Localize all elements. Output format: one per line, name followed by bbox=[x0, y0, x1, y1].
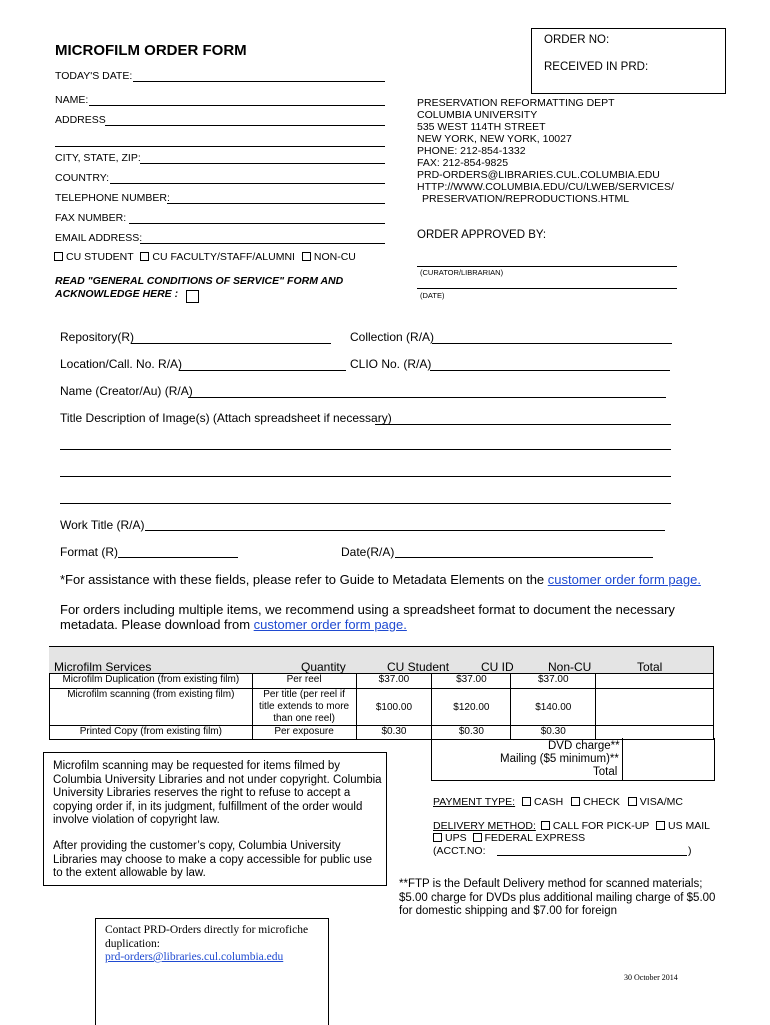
cu-student-label: CU STUDENT bbox=[66, 251, 134, 263]
title-desc-line-2[interactable] bbox=[60, 449, 671, 450]
contact-text bbox=[105, 924, 308, 965]
cell-quantity: Per exposure bbox=[252, 726, 356, 740]
repository-label: Repository(R) bbox=[60, 330, 135, 344]
notice-p1: Microfilm scanning may be requested for items filmed by Columbia University Libraries and not under copyright. Columbia University Libraries reserves the right to refuse to accept a copying order if, in its judgment, fulfillment of the order would involve violation of copyright law. bbox=[53, 760, 382, 826]
fedex-label: FEDERAL EXPRESS bbox=[484, 832, 586, 844]
status-row bbox=[52, 251, 356, 263]
usmail-label: US MAIL bbox=[668, 820, 711, 832]
acct-field[interactable] bbox=[497, 855, 687, 856]
contact-line-1: Contact PRD-Orders directly for microfiche bbox=[105, 924, 309, 936]
charges-divider bbox=[622, 738, 623, 780]
cell-total[interactable] bbox=[596, 674, 714, 689]
check-label: CHECK bbox=[583, 796, 620, 808]
work-title-label: Work Title (R/A) bbox=[60, 518, 145, 532]
creator-field[interactable] bbox=[188, 397, 666, 398]
payment-label: PAYMENT TYPE: bbox=[433, 796, 516, 808]
name-label: NAME: bbox=[55, 94, 89, 106]
cell-student: $0.30 bbox=[356, 726, 432, 740]
non-cu-checkbox[interactable] bbox=[302, 252, 311, 261]
address-url: HTTP://WWW.COLUMBIA.EDU/CU/LWEB/SERVICES/ bbox=[417, 181, 674, 193]
address-email: PRD-ORDERS@LIBRARIES.CUL.COLUMBIA.EDU bbox=[417, 169, 660, 181]
visa-label: VISA/MC bbox=[639, 796, 683, 808]
address-line: NEW YORK, NEW YORK, 10027 bbox=[417, 133, 572, 145]
acct-label: (ACCT.NO: bbox=[433, 845, 486, 857]
title-desc-line-3[interactable] bbox=[60, 476, 671, 477]
th-non-cu: Non-CU bbox=[548, 660, 592, 674]
cell-cuid: $0.30 bbox=[432, 726, 511, 740]
curator-line[interactable] bbox=[417, 266, 677, 267]
format-field[interactable] bbox=[118, 557, 238, 558]
curator-label: (CURATOR/LIBRARIAN) bbox=[420, 268, 504, 277]
cell-service: Microfilm Duplication (from existing film) bbox=[50, 674, 253, 689]
usmail-checkbox[interactable] bbox=[656, 821, 665, 830]
cash-checkbox[interactable] bbox=[522, 797, 531, 806]
multi-line-2: metadata. Please download from customer order form page. bbox=[60, 617, 407, 632]
non-cu-label: NON-CU bbox=[313, 251, 356, 263]
cu-faculty-label: CU FACULTY/STAFF/ALUMNI bbox=[152, 251, 295, 263]
country-label: COUNTRY: bbox=[55, 172, 110, 184]
services-table bbox=[49, 673, 714, 740]
address-url-cont: PRESERVATION/REPRODUCTIONS.HTML bbox=[422, 193, 630, 205]
multi-line-1: For orders including multiple items, we recommend using a spreadsheet format to document the necessary bbox=[60, 602, 675, 617]
dvd-charge-label: DVD charge** bbox=[548, 740, 620, 752]
fax-label: FAX NUMBER: bbox=[55, 212, 127, 224]
name-field[interactable] bbox=[89, 105, 385, 106]
cell-noncu: $140.00 bbox=[511, 689, 596, 726]
cu-faculty-checkbox[interactable] bbox=[140, 252, 149, 261]
delivery-label: DELIVERY METHOD: bbox=[433, 820, 536, 832]
table-row bbox=[50, 674, 714, 689]
ups-label: UPS bbox=[445, 832, 467, 844]
cell-quantity: Per title (per reel if title extends to more than one reel) bbox=[252, 689, 356, 726]
address-line: PRESERVATION REFORMATTING DEPT bbox=[417, 97, 615, 109]
th-quantity: Quantity bbox=[301, 660, 346, 674]
multi-link[interactable]: customer order form page. bbox=[253, 617, 407, 632]
address-line: 535 WEST 114TH STREET bbox=[417, 121, 546, 133]
address-line: FAX: 212-854-9825 bbox=[417, 157, 509, 169]
cu-student-checkbox[interactable] bbox=[54, 252, 63, 261]
delivery-row-2 bbox=[431, 832, 585, 844]
acknowledge-checkbox[interactable] bbox=[186, 290, 199, 303]
cell-cuid: $120.00 bbox=[432, 689, 511, 726]
title-desc-field[interactable] bbox=[375, 424, 671, 425]
notice-p2: After providing the customer’s copy, Columbia University Libraries may choose to make a copy accessible for public use to the extent allowable by law. bbox=[53, 840, 372, 879]
received-label: RECEIVED IN PRD: bbox=[544, 61, 649, 73]
table-row bbox=[50, 689, 714, 726]
city-field[interactable] bbox=[140, 163, 385, 164]
th-services: Microfilm Services bbox=[54, 660, 152, 674]
date-line[interactable] bbox=[417, 288, 677, 289]
assist-note bbox=[60, 572, 701, 587]
location-label: Location/Call. No. R/A) bbox=[60, 357, 183, 371]
location-field[interactable] bbox=[179, 370, 346, 371]
repository-field[interactable] bbox=[131, 343, 331, 344]
assist-link[interactable]: customer order form page. bbox=[547, 572, 701, 587]
th-cu-student: CU Student bbox=[387, 660, 450, 674]
th-total: Total bbox=[637, 660, 663, 674]
acct-close: ) bbox=[688, 845, 692, 857]
cell-cuid: $37.00 bbox=[432, 674, 511, 689]
form-title: MICROFILM ORDER FORM bbox=[55, 42, 247, 59]
format-label: Format (R) bbox=[60, 545, 118, 559]
assist-text: *For assistance with these fields, please refer to Guide to Metadata Elements on the bbox=[60, 572, 548, 587]
email-label: EMAIL ADDRESS: bbox=[55, 232, 143, 244]
contact-email-link[interactable]: prd-orders@libraries.cul.columbia.edu bbox=[105, 951, 284, 963]
cash-label: CASH bbox=[534, 796, 564, 808]
country-field[interactable] bbox=[110, 183, 385, 184]
title-desc-label: Title Description of Image(s) (Attach spreadsheet if necessary) bbox=[60, 411, 392, 425]
address-line: COLUMBIA UNIVERSITY bbox=[417, 109, 538, 121]
fax-field[interactable] bbox=[129, 223, 385, 224]
th-cu-id: CU ID bbox=[481, 660, 514, 674]
telephone-label: TELEPHONE NUMBER: bbox=[55, 192, 170, 204]
cell-total[interactable] bbox=[596, 689, 714, 726]
conditions-line1: READ "GENERAL CONDITIONS OF SERVICE" FORM AND bbox=[55, 275, 344, 287]
pickup-label: CALL FOR PICK-UP bbox=[552, 820, 650, 832]
multi-note bbox=[60, 602, 720, 632]
order-no-label: ORDER NO: bbox=[544, 34, 610, 46]
email-field[interactable] bbox=[140, 243, 385, 244]
todays-date-label: TODAY'S DATE: bbox=[55, 70, 133, 82]
footer-date: 30 October 2014 bbox=[624, 973, 678, 982]
address-field-2[interactable] bbox=[55, 146, 385, 147]
ups-checkbox[interactable] bbox=[433, 833, 442, 842]
city-label: CITY, STATE, ZIP: bbox=[55, 152, 141, 164]
cell-noncu: $0.30 bbox=[511, 726, 596, 740]
mailing-label: Mailing ($5 minimum)** bbox=[500, 753, 619, 765]
approval-date-label: (DATE) bbox=[420, 291, 445, 300]
visa-checkbox[interactable] bbox=[628, 797, 637, 806]
contact-line-2: duplication: bbox=[105, 937, 160, 950]
collection-field[interactable] bbox=[432, 343, 672, 344]
conditions-line2: ACKNOWLEDGE HERE : bbox=[55, 288, 179, 300]
address-label: ADDRESS bbox=[55, 114, 106, 126]
fedex-checkbox[interactable] bbox=[473, 833, 482, 842]
clio-field[interactable] bbox=[430, 370, 670, 371]
delivery-row bbox=[433, 820, 710, 832]
clio-label: CLIO No. (R/A) bbox=[350, 357, 432, 371]
creator-label: Name (Creator/Au) (R/A) bbox=[60, 384, 193, 398]
date-label: Date(R/A) bbox=[341, 545, 395, 559]
cell-noncu: $37.00 bbox=[511, 674, 596, 689]
collection-label: Collection (R/A) bbox=[350, 330, 435, 344]
cell-student: $37.00 bbox=[356, 674, 432, 689]
address-block bbox=[417, 97, 674, 205]
ftp-note: **FTP is the Default Delivery method for scanned materials; $5.00 charge for DVDs plus additional mailing charge of $5.00 for domestic shipping and $7.00 for foreign bbox=[399, 878, 716, 917]
cell-service: Microfilm scanning (from existing film) bbox=[50, 689, 253, 726]
address-field[interactable] bbox=[105, 125, 385, 126]
cell-student: $100.00 bbox=[356, 689, 432, 726]
cell-quantity: Per reel bbox=[252, 674, 356, 689]
approved-by-label: ORDER APPROVED BY: bbox=[417, 229, 547, 241]
check-checkbox[interactable] bbox=[571, 797, 580, 806]
address-line: PHONE: 212-854-1332 bbox=[417, 145, 526, 157]
grand-total-label: Total bbox=[593, 766, 618, 778]
pickup-checkbox[interactable] bbox=[541, 821, 550, 830]
work-title-field[interactable] bbox=[145, 530, 665, 531]
cell-service: Printed Copy (from existing film) bbox=[50, 726, 253, 740]
telephone-field[interactable] bbox=[167, 203, 385, 204]
payment-row bbox=[433, 796, 683, 808]
date-field[interactable] bbox=[395, 557, 653, 558]
title-desc-line-4[interactable] bbox=[60, 503, 671, 504]
todays-date-field[interactable] bbox=[133, 81, 385, 82]
